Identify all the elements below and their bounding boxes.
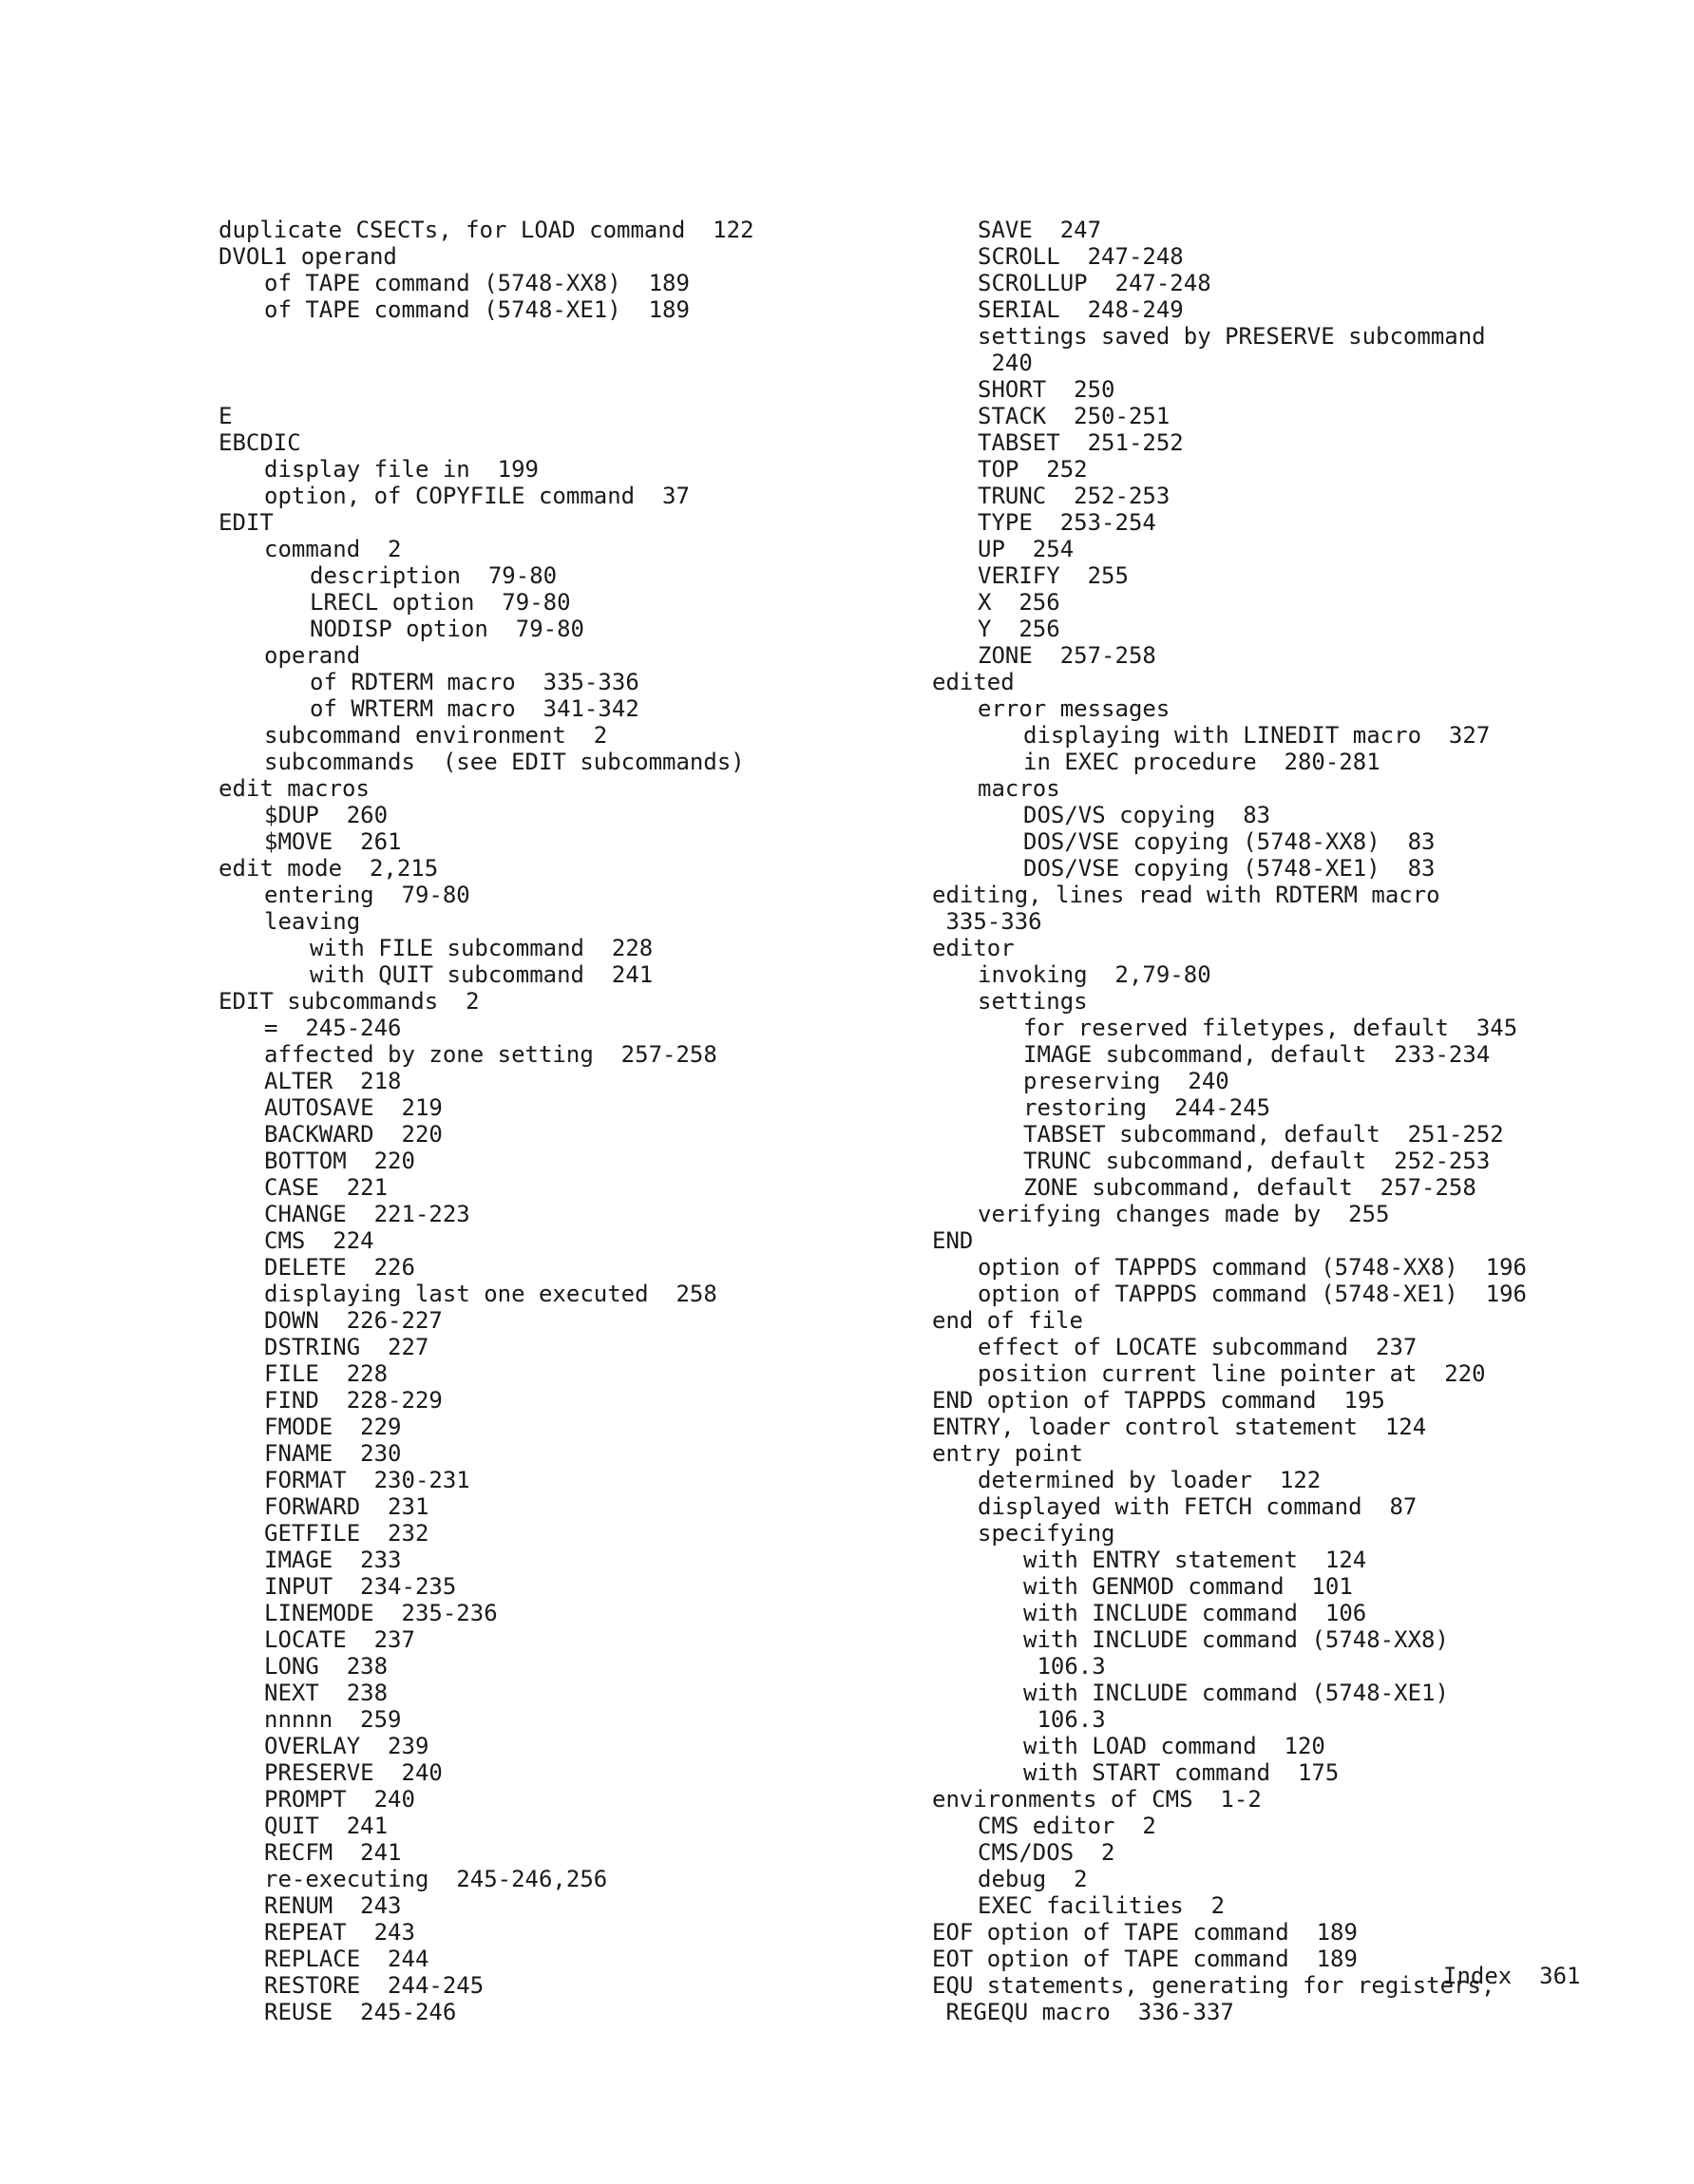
index-entry: SCROLL 247-248 [978, 243, 1184, 270]
index-entry: NEXT 238 [264, 1680, 389, 1706]
index-entry: BOTTOM 220 [264, 1148, 415, 1174]
index-entry: $MOVE 261 [264, 828, 402, 855]
index-entry: leaving [264, 908, 361, 935]
index-entry: ZONE 257-258 [978, 642, 1156, 669]
index-entry: operand [264, 642, 361, 669]
index-entry: environments of CMS 1-2 [932, 1786, 1262, 1813]
index-entry: REGEQU macro 336-337 [932, 1999, 1234, 2025]
index-entry: RESTORE 244-245 [264, 1972, 485, 1999]
index-entry: QUIT 241 [264, 1813, 389, 1839]
index-entry [219, 376, 903, 403]
index-entry: verifying changes made by 255 [978, 1201, 1390, 1227]
index-entry: Y 256 [978, 616, 1060, 642]
index-entry: subcommand environment 2 [264, 722, 608, 749]
index-entry: REPEAT 243 [264, 1919, 415, 1946]
index-entry: EOT option of TAPE command 189 [932, 1946, 1358, 1972]
index-entry: INPUT 234-235 [264, 1573, 457, 1600]
index-entry: editor [932, 935, 1015, 961]
index-entry: DSTRING 227 [264, 1334, 429, 1360]
index-entry: PRESERVE 240 [264, 1759, 443, 1786]
index-entry: debug 2 [978, 1866, 1088, 1892]
index-entry: TRUNC subcommand, default 252-253 [1023, 1148, 1491, 1174]
index-entry: settings [978, 988, 1088, 1015]
index-entry: DELETE 226 [264, 1254, 415, 1281]
index-entry: entry point [932, 1440, 1083, 1467]
index-entry: FIND 228-229 [264, 1387, 443, 1414]
index-entry: EDIT [219, 509, 274, 536]
index-entry: TRUNC 252-253 [978, 483, 1171, 509]
index-entry: option of TAPPDS command (5748-XE1) 196 [978, 1281, 1527, 1307]
index-entry: 335-336 [932, 908, 1042, 935]
index-entry: nnnnn 259 [264, 1706, 402, 1733]
index-entry: PROMPT 240 [264, 1786, 415, 1813]
index-entry: EDIT subcommands 2 [219, 988, 480, 1015]
index-entry: with LOAD command 120 [1023, 1733, 1325, 1759]
index-entry: TABSET subcommand, default 251-252 [1023, 1121, 1504, 1148]
index-entry: editing, lines read with RDTERM macro [932, 882, 1440, 908]
index-entry: display file in 199 [264, 456, 539, 483]
index-entry: preserving 240 [1023, 1068, 1229, 1094]
index-entry: $DUP 260 [264, 802, 389, 828]
index-entry: with INCLUDE command (5748-XX8) [1023, 1626, 1449, 1653]
index-entry: ZONE subcommand, default 257-258 [1023, 1174, 1476, 1201]
index-entry: command 2 [264, 536, 402, 562]
index-entry: restoring 244-245 [1023, 1094, 1271, 1121]
index-entry: CMS 224 [264, 1227, 374, 1254]
index-entry: CMS/DOS 2 [978, 1839, 1115, 1866]
index-entry: RECFM 241 [264, 1839, 402, 1866]
index-entry: with QUIT subcommand 241 [310, 961, 654, 988]
index-entry: UP 254 [978, 536, 1075, 562]
index-column-left [219, 217, 903, 2025]
index-entry: DVOL1 operand [219, 243, 397, 270]
index-entry: EOF option of TAPE command 189 [932, 1919, 1358, 1946]
index-entry: re-executing 245-246,256 [264, 1866, 608, 1892]
index-entry: END option of TAPPDS command 195 [932, 1387, 1385, 1414]
index-entry: edit macros [219, 775, 370, 802]
index-entry: END [932, 1227, 974, 1254]
index-column-right [932, 217, 1626, 2025]
index-entry: REUSE 245-246 [264, 1999, 457, 2025]
index-entry: EQU statements, generating for registers, [932, 1972, 1495, 1999]
index-entry: description 79-80 [310, 562, 558, 589]
index-entry: 240 [978, 350, 1033, 376]
page-footer: Index 361 [1443, 1963, 1581, 1989]
index-entry: error messages [978, 695, 1171, 722]
index-entry: of TAPE command (5748-XE1) 189 [264, 296, 690, 323]
index-entry: option, of COPYFILE command 37 [264, 483, 690, 509]
index-entry: settings saved by PRESERVE subcommand [978, 323, 1486, 350]
index-entry: LONG 238 [264, 1653, 389, 1680]
index-entry: entering 79-80 [264, 882, 470, 908]
index-entry: REPLACE 244 [264, 1946, 429, 1972]
index-entry: with ENTRY statement 124 [1023, 1547, 1367, 1573]
index-entry: determined by loader 122 [978, 1467, 1322, 1493]
index-entry: EXEC facilities 2 [978, 1892, 1226, 1919]
index-entry: with FILE subcommand 228 [310, 935, 654, 961]
index-entry: E [219, 403, 233, 429]
index-entry: option of TAPPDS command (5748-XX8) 196 [978, 1254, 1527, 1281]
index-entry: specifying [978, 1520, 1115, 1547]
index-entry: of RDTERM macro 335-336 [310, 669, 639, 695]
index-entry: for reserved filetypes, default 345 [1023, 1015, 1518, 1041]
index-entry: effect of LOCATE subcommand 237 [978, 1334, 1418, 1360]
index-entry: position current line pointer at 220 [978, 1360, 1486, 1387]
index-entry: FNAME 230 [264, 1440, 402, 1467]
index-entry: FILE 228 [264, 1360, 389, 1387]
index-entry: in EXEC procedure 280-281 [1023, 749, 1380, 775]
index-entry: macros [978, 775, 1060, 802]
index-entry: with INCLUDE command (5748-XE1) [1023, 1680, 1449, 1706]
index-entry: BACKWARD 220 [264, 1121, 443, 1148]
index-entry: X 256 [978, 589, 1060, 616]
index-entry: duplicate CSECTs, for LOAD command 122 [219, 217, 754, 243]
index-entry: ENTRY, loader control statement 124 [932, 1414, 1427, 1440]
index-entry: = 245-246 [264, 1015, 402, 1041]
index-entry: DOS/VSE copying (5748-XX8) 83 [1023, 828, 1436, 855]
index-entry: EBCDIC [219, 429, 301, 456]
index-entry: STACK 250-251 [978, 403, 1171, 429]
index-entry: FORWARD 231 [264, 1493, 429, 1520]
index-entry: LINEMODE 235-236 [264, 1600, 498, 1626]
index-entry: DOS/VSE copying (5748-XE1) 83 [1023, 855, 1436, 882]
index-entry: displaying with LINEDIT macro 327 [1023, 722, 1491, 749]
index-entry: 106.3 [1023, 1653, 1106, 1680]
index-entry: 106.3 [1023, 1706, 1106, 1733]
index-entry: with INCLUDE command 106 [1023, 1600, 1367, 1626]
index-entry: SAVE 247 [978, 217, 1102, 243]
index-entry: FORMAT 230-231 [264, 1467, 470, 1493]
index-entry: with GENMOD command 101 [1023, 1573, 1353, 1600]
index-entry: of TAPE command (5748-XX8) 189 [264, 270, 690, 296]
index-entry: ALTER 218 [264, 1068, 402, 1094]
index-entry: IMAGE 233 [264, 1547, 402, 1573]
index-entry: SCROLLUP 247-248 [978, 270, 1211, 296]
index-entry: DOWN 226-227 [264, 1307, 443, 1334]
index-entry: with START command 175 [1023, 1759, 1340, 1786]
index-entry [219, 323, 903, 350]
index-entry: GETFILE 232 [264, 1520, 429, 1547]
index-entry: SERIAL 248-249 [978, 296, 1184, 323]
index-entry: NODISP option 79-80 [310, 616, 584, 642]
index-entry: CMS editor 2 [978, 1813, 1156, 1839]
index-entry: RENUM 243 [264, 1892, 402, 1919]
index-entry: displayed with FETCH command 87 [978, 1493, 1418, 1520]
index-entry: OVERLAY 239 [264, 1733, 429, 1759]
index-entry: AUTOSAVE 219 [264, 1094, 443, 1121]
index-entry: IMAGE subcommand, default 233-234 [1023, 1041, 1491, 1068]
index-entry [219, 350, 903, 376]
index-entry: LOCATE 237 [264, 1626, 415, 1653]
index-entry: subcommands (see EDIT subcommands) [264, 749, 745, 775]
index-entry: TOP 252 [978, 456, 1088, 483]
index-entry: TYPE 253-254 [978, 509, 1156, 536]
index-entry: VERIFY 255 [978, 562, 1129, 589]
index-entry: edit mode 2,215 [219, 855, 439, 882]
index-entry: end of file [932, 1307, 1083, 1334]
index-entry: CHANGE 221-223 [264, 1201, 470, 1227]
index-entry: FMODE 229 [264, 1414, 402, 1440]
index-entry: TABSET 251-252 [978, 429, 1184, 456]
index-entry: DOS/VS copying 83 [1023, 802, 1271, 828]
index-entry: SHORT 250 [978, 376, 1115, 403]
index-entry: invoking 2,79-80 [978, 961, 1211, 988]
index-entry: of WRTERM macro 341-342 [310, 695, 639, 722]
index-entry: displaying last one executed 258 [264, 1281, 717, 1307]
index-entry: LRECL option 79-80 [310, 589, 571, 616]
index-entry: affected by zone setting 257-258 [264, 1041, 717, 1068]
index-entry: CASE 221 [264, 1174, 389, 1201]
index-entry: edited [932, 669, 1015, 695]
